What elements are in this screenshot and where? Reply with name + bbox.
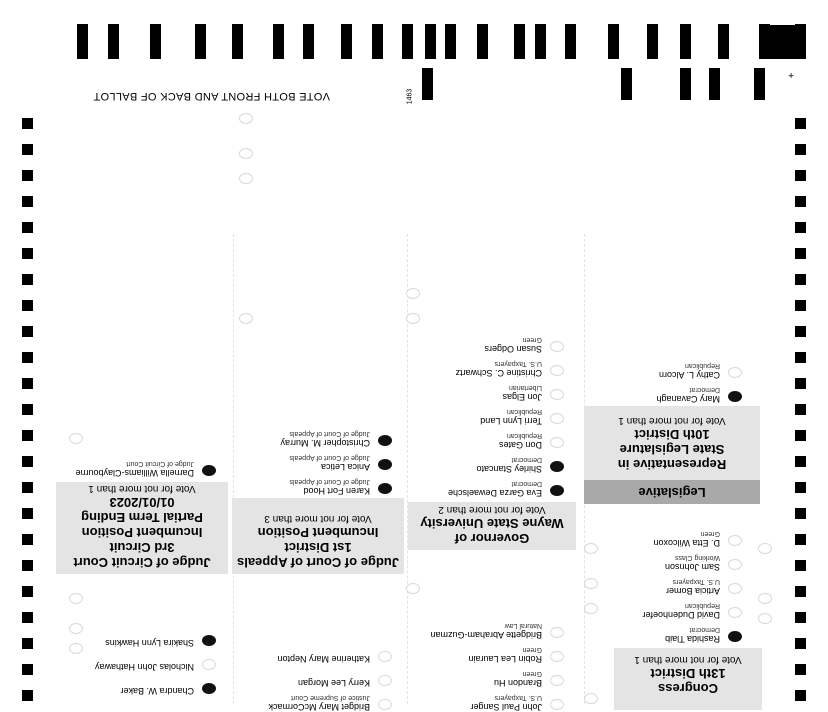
side-mark: [22, 456, 33, 467]
vote-oval[interactable]: [550, 627, 564, 638]
candidate-name: Darnella Williams-Claybourne: [75, 468, 194, 478]
ballot-code: 1463: [406, 88, 414, 105]
candidate-party: U.S. Taxpayers: [494, 360, 542, 367]
side-mark: [22, 378, 33, 389]
side-mark: [795, 274, 806, 285]
timing-mark: [150, 24, 161, 59]
vote-oval[interactable]: [550, 675, 564, 686]
vote-oval[interactable]: [202, 659, 216, 670]
side-mark: [22, 248, 33, 259]
side-mark: [22, 404, 33, 415]
candidate-party: Republican: [506, 408, 542, 415]
state-rep-header: Representative in State Legislature 10th District Vote for not more than 1: [584, 406, 760, 480]
vote-oval[interactable]: [69, 433, 83, 444]
side-mark: [795, 560, 806, 571]
timing-mark: [477, 24, 488, 59]
vote-oval[interactable]: [584, 543, 598, 554]
wayne-state-header: Governor of Wayne State University Vote for not more than 2: [408, 502, 576, 550]
timing-mark: [108, 24, 119, 59]
vote-oval[interactable]: [728, 391, 742, 402]
candidate-party: Natural Law: [504, 622, 542, 629]
vote-oval[interactable]: [239, 313, 253, 324]
candidate-party: Democrat: [689, 386, 720, 393]
vote-oval[interactable]: [550, 461, 564, 472]
candidate-name: Don Gates: [498, 440, 542, 450]
side-mark: [795, 456, 806, 467]
candidate-name: Brandon Hu: [493, 678, 542, 688]
vote-oval[interactable]: [69, 593, 83, 604]
vote-oval[interactable]: [550, 341, 564, 352]
vote-oval[interactable]: [728, 607, 742, 618]
candidate-name: Shakira Lynn Hawkins: [105, 638, 194, 648]
side-mark: [795, 690, 806, 701]
timing-mark: [77, 24, 88, 59]
candidate-name: Chandra W. Baker: [120, 686, 194, 696]
side-mark: [795, 144, 806, 155]
candidate-name: Eva Garza Dewaelsche: [447, 488, 542, 498]
vote-both-sides-note: VOTE BOTH FRONT AND BACK OF BALLOT: [93, 90, 330, 102]
candidate-name: Karen Fort Hood: [303, 486, 370, 496]
vote-oval[interactable]: [406, 583, 420, 594]
vote-oval[interactable]: [202, 465, 216, 476]
candidate-name: Bridget Mary McCormack: [268, 702, 370, 712]
vote-oval[interactable]: [728, 367, 742, 378]
side-mark: [795, 534, 806, 545]
side-mark: [795, 118, 806, 129]
candidate-name: David Dudenhoefer: [642, 610, 720, 620]
side-mark: [795, 352, 806, 363]
vote-oval[interactable]: [758, 593, 772, 604]
candidate-party: Justice of Supreme Court: [291, 694, 370, 701]
candidate-party: Democrat: [689, 626, 720, 633]
candidate-name: Shirley Stancato: [476, 464, 542, 474]
column-divider: [407, 234, 408, 704]
candidate-party: Green: [522, 670, 542, 677]
side-mark: [22, 170, 33, 181]
vote-oval[interactable]: [239, 113, 253, 124]
candidate-party: U.S. Taxpayers: [494, 694, 542, 701]
timing-mark: [621, 68, 632, 100]
timing-mark: [514, 24, 525, 59]
candidate-name: Jon Elgas: [502, 392, 542, 402]
vote-oval[interactable]: [406, 313, 420, 324]
side-mark: [22, 482, 33, 493]
side-mark: [795, 638, 806, 649]
candidate-name: Rashida Tlaib: [665, 634, 720, 644]
timing-mark: [647, 24, 658, 59]
vote-oval[interactable]: [202, 635, 216, 646]
candidate-name: Cathy L. Alcorn: [658, 370, 720, 380]
timing-mark: [754, 68, 765, 100]
side-mark: [795, 248, 806, 259]
vote-oval[interactable]: [239, 148, 253, 159]
timing-mark: [195, 24, 206, 59]
candidate-party: Republican: [684, 362, 720, 369]
appeals-header: Judge of Court of Appeals 1st District Incumbent Position Vote for not more than 3: [232, 498, 404, 574]
registration-plus: +: [788, 69, 794, 80]
side-mark: [795, 404, 806, 415]
side-mark: [22, 560, 33, 571]
vote-oval[interactable]: [550, 437, 564, 448]
candidate-name: Robin Lea Laurain: [468, 654, 542, 664]
candidate-name: Nicholas John Hathaway: [94, 662, 194, 672]
side-mark: [795, 300, 806, 311]
timing-mark: [709, 68, 720, 100]
circuit-header: Judge of Circuit Court 3rd Circuit Incumbent Position Partial Term Ending 01/01/2023 Vote for not more than 1: [56, 482, 228, 574]
vote-oval[interactable]: [406, 288, 420, 299]
candidate-party: Republican: [684, 602, 720, 609]
side-mark: [22, 690, 33, 701]
side-mark: [22, 196, 33, 207]
timing-mark: [232, 24, 243, 59]
timing-mark: [680, 24, 691, 59]
vote-oval[interactable]: [728, 559, 742, 570]
candidate-name: Anica Letica: [320, 462, 370, 472]
candidate-name: Mary Cavanagh: [656, 394, 720, 404]
vote-oval[interactable]: [758, 613, 772, 624]
vote-oval[interactable]: [728, 631, 742, 642]
vote-oval[interactable]: [378, 459, 392, 470]
vote-oval[interactable]: [584, 603, 598, 614]
side-mark: [795, 378, 806, 389]
vote-oval[interactable]: [239, 173, 253, 184]
timing-mark: [535, 24, 546, 59]
vote-oval[interactable]: [550, 651, 564, 662]
candidate-party: Green: [700, 530, 720, 537]
vote-oval[interactable]: [202, 683, 216, 694]
timing-mark: [341, 24, 352, 59]
side-mark: [22, 534, 33, 545]
candidate-party: Working Class: [675, 554, 720, 561]
timing-mark: [680, 68, 691, 100]
vote-oval[interactable]: [550, 389, 564, 400]
side-mark: [795, 612, 806, 623]
timing-mark: [718, 24, 729, 59]
vote-oval[interactable]: [378, 651, 392, 662]
timing-mark: [766, 25, 806, 59]
timing-mark: [425, 24, 436, 59]
timing-mark: [565, 24, 576, 59]
candidate-name: John Paul Sanger: [470, 702, 542, 712]
side-mark: [22, 326, 33, 337]
vote-oval[interactable]: [550, 365, 564, 376]
side-mark: [22, 274, 33, 285]
congress-header: Congress 13th District Vote for not more than 1: [614, 648, 762, 710]
candidate-name: Bridgette Abraham-Guzman: [430, 630, 542, 640]
side-mark: [22, 352, 33, 363]
side-mark: [22, 118, 33, 129]
vote-oval[interactable]: [728, 535, 742, 546]
vote-oval[interactable]: [584, 578, 598, 589]
vote-oval[interactable]: [378, 699, 392, 710]
vote-oval[interactable]: [584, 693, 598, 704]
candidate-name: Kerry Lee Morgan: [297, 678, 370, 688]
timing-mark: [273, 24, 284, 59]
candidate-party: U.S. Taxpayers: [672, 578, 720, 585]
vote-oval[interactable]: [378, 483, 392, 494]
candidate-party: Judge of Court of Appeals: [289, 478, 370, 485]
side-mark: [22, 300, 33, 311]
side-mark: [795, 482, 806, 493]
candidate-name: Christopher M. Murray: [280, 438, 370, 448]
side-mark: [22, 612, 33, 623]
vote-oval[interactable]: [728, 583, 742, 594]
side-mark: [795, 508, 806, 519]
timing-mark: [422, 68, 433, 100]
timing-mark: [372, 24, 383, 59]
candidate-party: Democrat: [511, 480, 542, 487]
vote-oval[interactable]: [550, 699, 564, 710]
side-mark: [795, 664, 806, 675]
candidate-party: Judge of Court of Appeals: [289, 430, 370, 437]
side-mark: [22, 508, 33, 519]
candidate-party: Green: [522, 646, 542, 653]
vote-oval[interactable]: [69, 623, 83, 634]
side-mark: [22, 664, 33, 675]
vote-oval[interactable]: [550, 485, 564, 496]
side-mark: [22, 430, 33, 441]
candidate-name: Sam Johnson: [664, 562, 720, 572]
side-mark: [795, 170, 806, 181]
candidate-name: Terri Lynn Land: [480, 416, 542, 426]
vote-oval[interactable]: [758, 543, 772, 554]
side-mark: [22, 222, 33, 233]
candidate-party: Republican: [506, 432, 542, 439]
timing-mark: [303, 24, 314, 59]
timing-mark: [402, 24, 413, 59]
side-mark: [795, 326, 806, 337]
side-mark: [795, 430, 806, 441]
timing-mark: [445, 24, 456, 59]
side-mark: [795, 222, 806, 233]
candidate-name: Articia Bomer: [665, 586, 720, 596]
vote-oval[interactable]: [378, 435, 392, 446]
side-mark: [22, 638, 33, 649]
candidate-name: Christine C. Schwartz: [455, 368, 542, 378]
candidate-party: Libertarian: [508, 384, 542, 391]
side-mark: [795, 196, 806, 207]
vote-oval[interactable]: [550, 413, 564, 424]
candidate-party: Democrat: [511, 456, 542, 463]
candidate-party: Green: [522, 336, 542, 343]
timing-mark: [608, 24, 619, 59]
side-mark: [22, 586, 33, 597]
candidate-name: Susan Odgers: [484, 344, 542, 354]
side-mark: [795, 586, 806, 597]
vote-oval[interactable]: [69, 643, 83, 654]
candidate-party: Judge of Circuit Court: [126, 460, 194, 467]
vote-oval[interactable]: [378, 675, 392, 686]
category-legislative: Legislative: [584, 480, 760, 504]
candidate-party: Judge of Court of Appeals: [289, 454, 370, 461]
candidate-name: Katherine Mary Nepton: [277, 654, 370, 664]
candidate-name: D. Etta Wilcoxon: [653, 538, 720, 548]
side-mark: [22, 144, 33, 155]
column-divider: [233, 234, 234, 704]
